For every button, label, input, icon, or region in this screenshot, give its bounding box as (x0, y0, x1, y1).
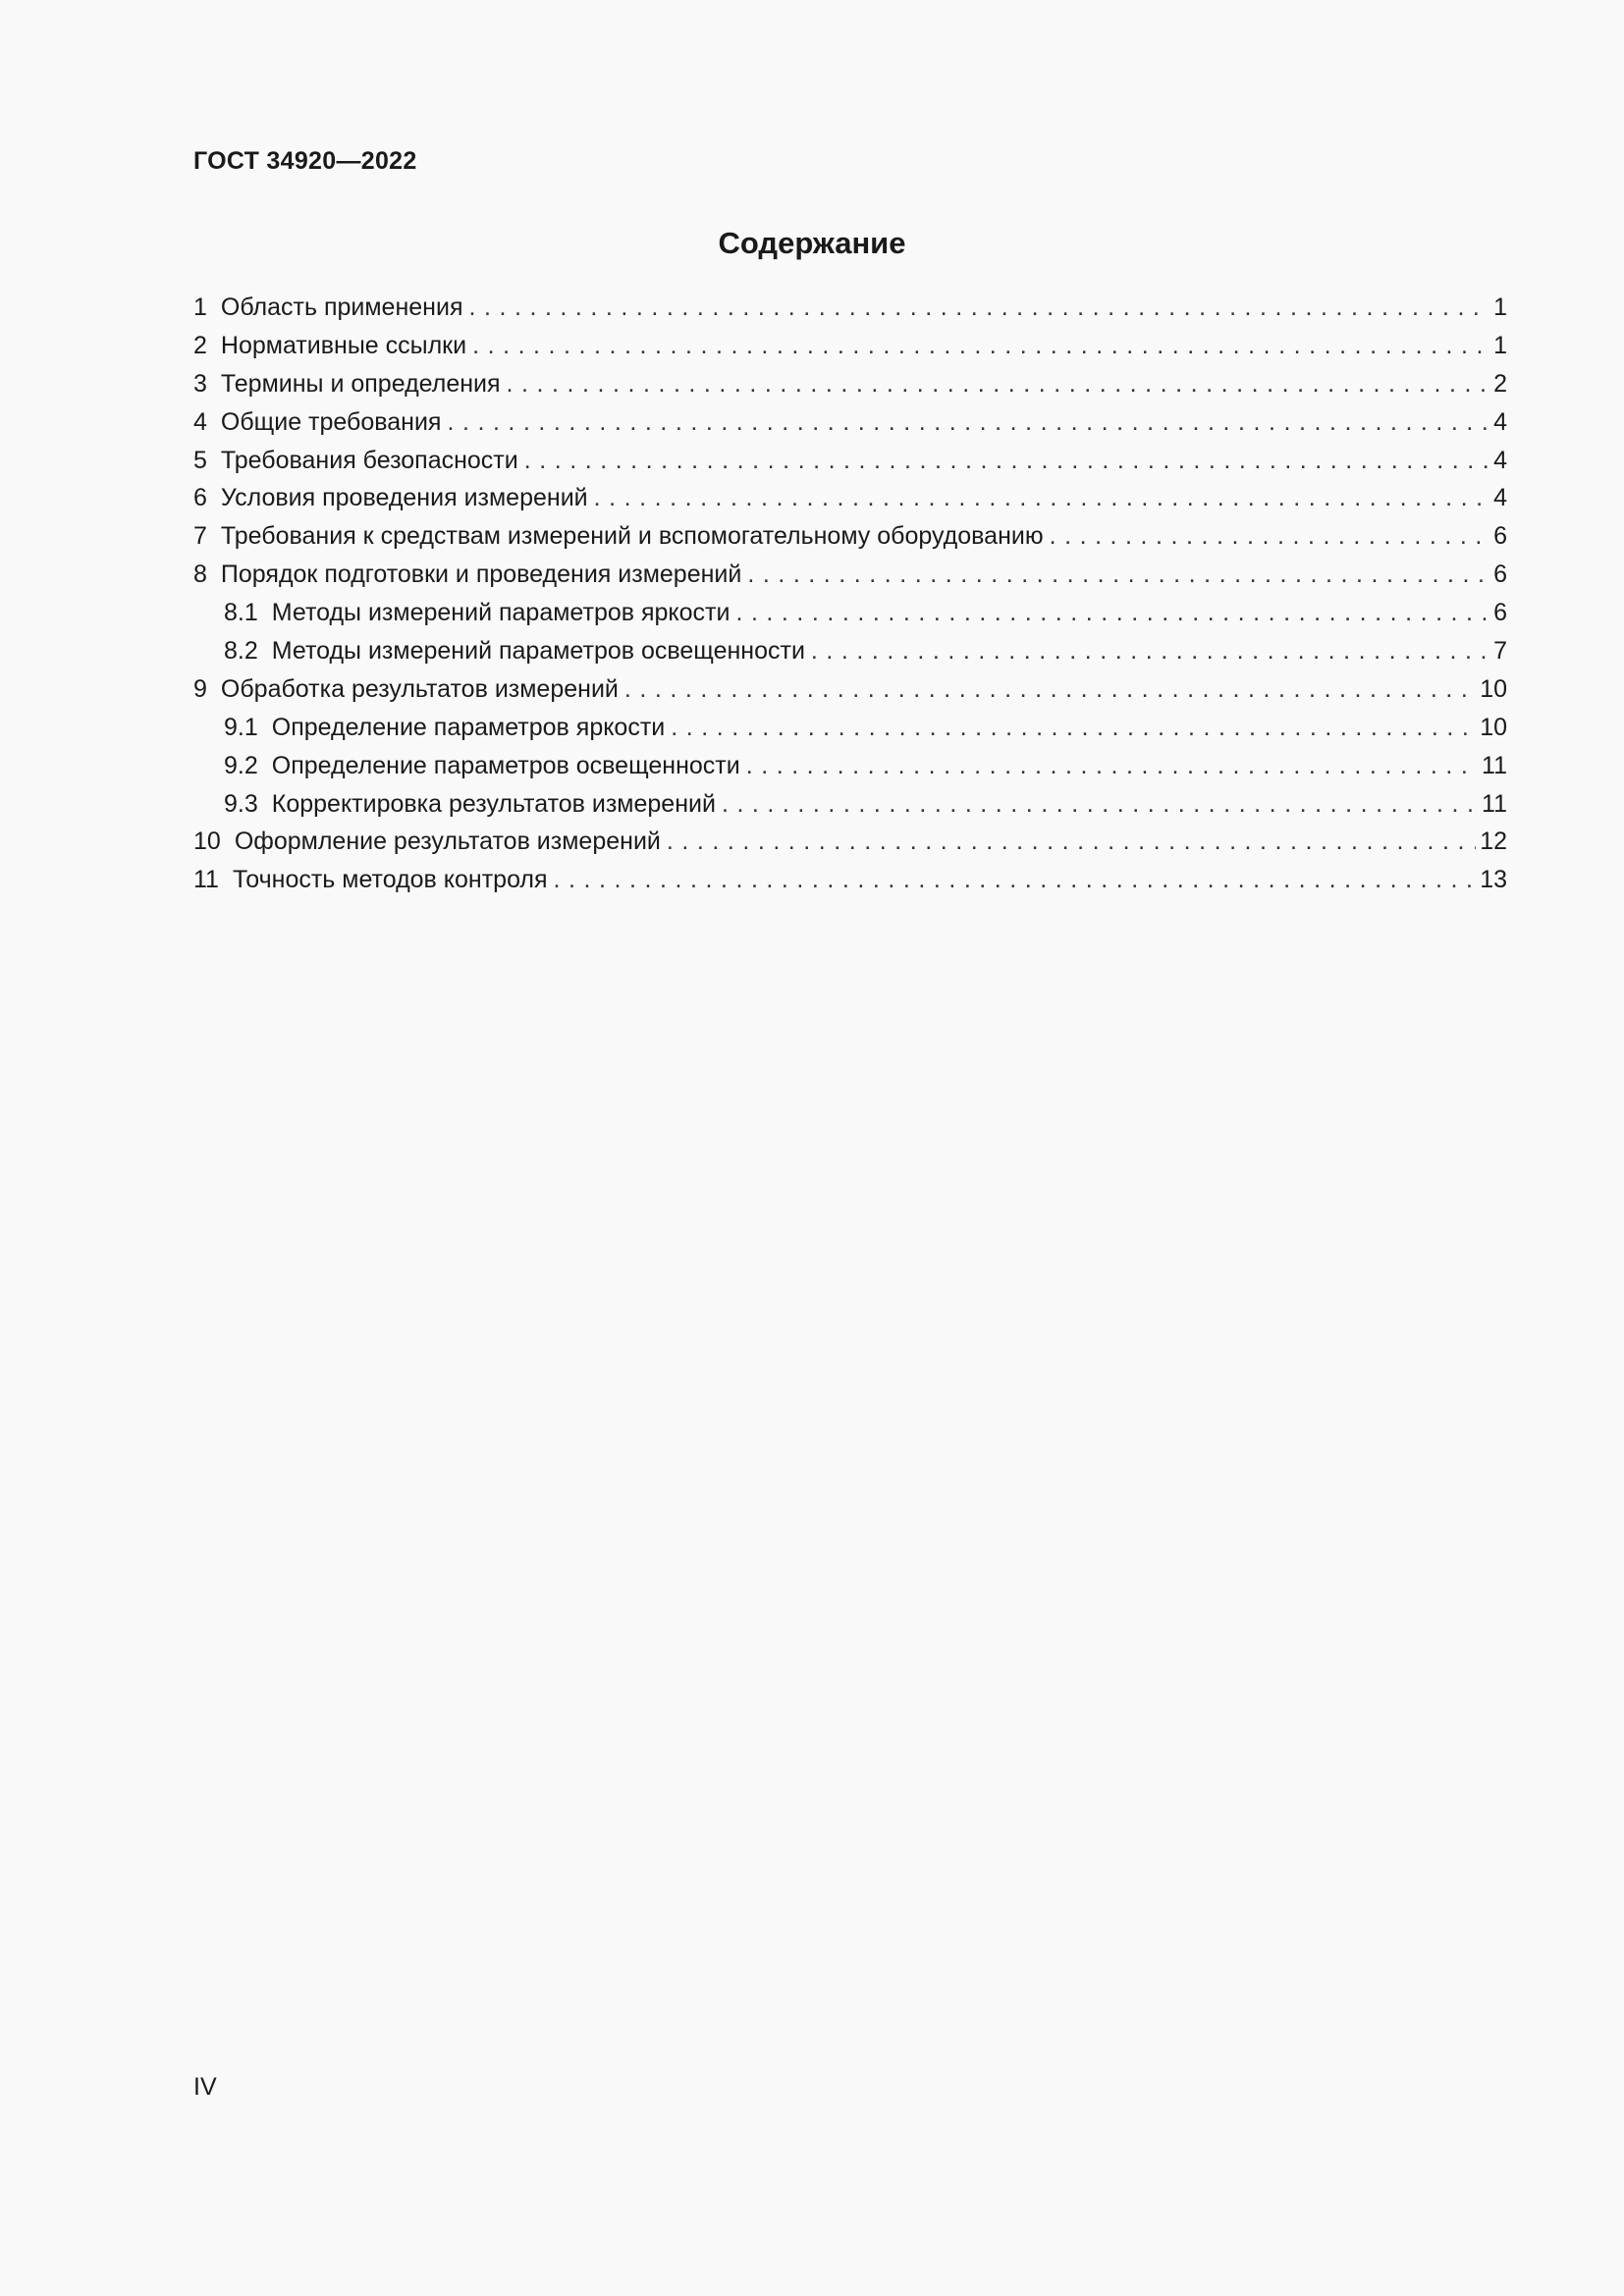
toc-dot-leader (594, 479, 1489, 517)
toc-entry-11[interactable] (193, 861, 1507, 899)
toc-entry-page: 6 (1493, 561, 1507, 589)
toc-entry-page: 4 (1493, 446, 1507, 474)
toc-dot-leader (671, 709, 1476, 747)
toc-entry-3[interactable] (193, 365, 1507, 403)
page-number: IV (193, 2073, 217, 2101)
toc-title: Содержание (718, 226, 906, 260)
toc-entry-page: 6 (1493, 522, 1507, 551)
toc-entry-10[interactable] (193, 823, 1507, 861)
toc-entry-page: 10 (1480, 713, 1507, 741)
toc-entry-8[interactable] (193, 556, 1507, 594)
toc-entry-number: 1 (193, 294, 207, 321)
toc-entry-number: 5 (193, 446, 207, 474)
toc-dot-leader (747, 556, 1489, 594)
toc-entry-number: 4 (193, 407, 207, 436)
toc-entry-number: 3 (193, 369, 207, 398)
toc-entry-1[interactable] (193, 289, 1507, 327)
toc-entry-number: 9.3 (224, 789, 258, 818)
toc-entry-page: 7 (1493, 637, 1507, 666)
toc-entry-page: 2 (1493, 369, 1507, 398)
toc-dot-leader (624, 670, 1476, 709)
toc-entry-page: 4 (1493, 484, 1507, 512)
toc-entry-title: Требования безопасности (220, 446, 518, 474)
toc-entry-title: Определение параметров яркости (271, 713, 666, 741)
toc-dot-leader (447, 403, 1489, 442)
toc-entry-4[interactable] (193, 403, 1507, 442)
toc-entry-page: 12 (1480, 828, 1507, 856)
toc-entry-number: 6 (193, 484, 207, 512)
toc-dot-leader (811, 632, 1489, 670)
toc-entry-title: Порядок подготовки и проведения измерений (220, 561, 742, 589)
toc-entry-title: Область применения (220, 294, 463, 321)
toc-entry-number: 7 (193, 522, 207, 551)
toc-entry-page: 10 (1480, 674, 1507, 703)
toc-entry-9-2[interactable] (193, 747, 1507, 785)
toc-entry-6[interactable] (193, 479, 1507, 517)
toc-entry-9[interactable] (193, 670, 1507, 709)
toc-entry-page: 13 (1480, 866, 1507, 894)
toc-entry-number: 9.2 (224, 751, 258, 779)
toc-entry-title: Определение параметров освещенности (271, 751, 740, 779)
toc-entry-title: Корректировка результатов измерений (271, 789, 716, 818)
toc-entry-title: Общие требования (220, 407, 442, 436)
toc-dot-leader (667, 823, 1476, 861)
toc-dot-leader (1050, 517, 1490, 556)
toc-entry-number: 9.1 (224, 713, 258, 741)
toc-entry-9-3[interactable] (193, 785, 1507, 824)
toc-entry-title: Методы измерений параметров освещенности (271, 637, 805, 666)
toc-entry-title: Обработка результатов измерений (220, 674, 619, 703)
toc-dot-leader (735, 594, 1489, 632)
toc-entry-title: Термины и определения (220, 369, 501, 398)
toc-entry-7[interactable] (193, 517, 1507, 556)
toc-entry-8-1[interactable] (193, 594, 1507, 632)
toc-entry-page: 11 (1482, 789, 1507, 818)
table-of-contents (193, 289, 1507, 899)
toc-dot-leader (524, 442, 1489, 480)
toc-entry-number: 8 (193, 561, 207, 589)
toc-dot-leader (554, 861, 1477, 899)
toc-entry-title: Оформление результатов измерений (234, 828, 661, 856)
toc-entry-2[interactable] (193, 327, 1507, 365)
toc-entry-5[interactable] (193, 442, 1507, 480)
toc-entry-page: 1 (1493, 331, 1507, 359)
toc-dot-leader (472, 327, 1489, 365)
toc-entry-title: Нормативные ссылки (220, 331, 467, 359)
toc-entry-title: Условия проведения измерений (220, 484, 588, 512)
toc-entry-number: 10 (193, 828, 221, 856)
toc-entry-number: 8.2 (224, 637, 258, 666)
toc-dot-leader (746, 747, 1478, 785)
toc-entry-page: 6 (1493, 599, 1507, 627)
toc-entry-8-2[interactable] (193, 632, 1507, 670)
toc-entry-page: 11 (1482, 751, 1507, 779)
document-id: ГОСТ 34920—2022 (193, 147, 417, 175)
toc-dot-leader (507, 365, 1490, 403)
toc-entry-page: 4 (1493, 407, 1507, 436)
toc-entry-number: 11 (193, 866, 219, 894)
toc-entry-number: 9 (193, 674, 207, 703)
toc-entry-9-1[interactable] (193, 709, 1507, 747)
toc-entry-number: 8.1 (224, 599, 258, 627)
toc-dot-leader (468, 289, 1489, 327)
toc-entry-number: 2 (193, 331, 207, 359)
toc-entry-title: Точность методов контроля (232, 866, 548, 894)
toc-entry-title: Методы измерений параметров яркости (271, 599, 731, 627)
toc-entry-title: Требования к средствам измерений и вспомогательному оборудованию (220, 522, 1044, 551)
toc-dot-leader (722, 785, 1478, 824)
toc-entry-page: 1 (1493, 294, 1507, 321)
